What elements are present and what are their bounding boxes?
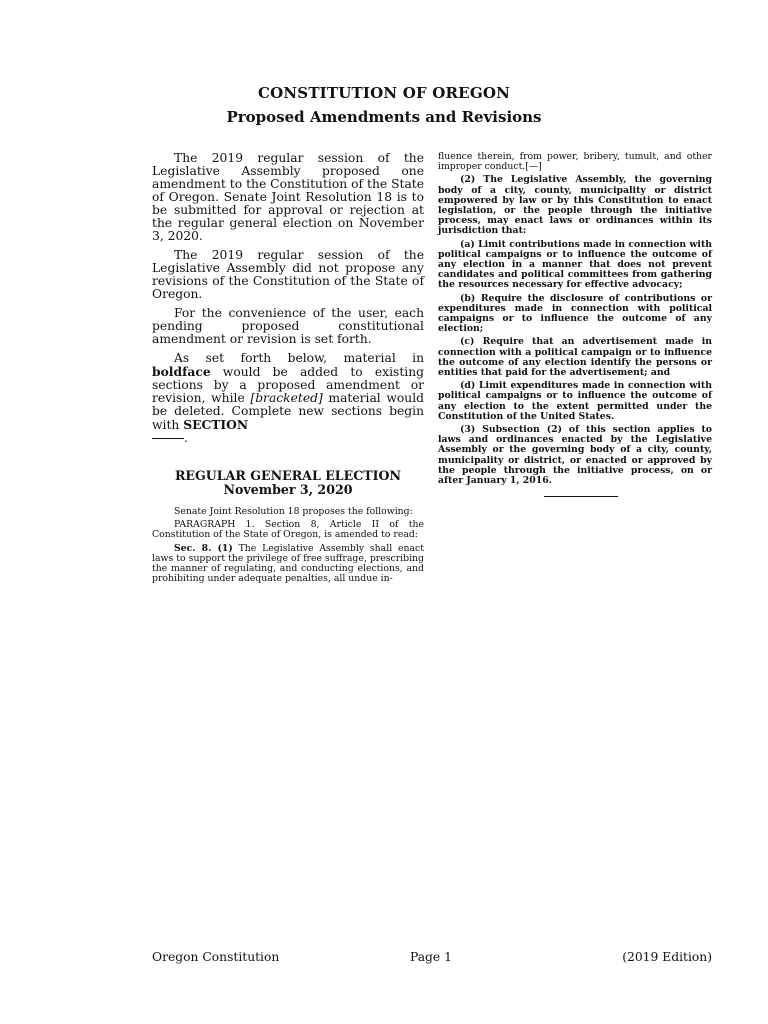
section-word: SECTION [183, 417, 249, 432]
p4-text-3: material would be deleted. Complete new sections begin with [152, 391, 424, 432]
intro-section [152, 152, 424, 445]
election-title: REGULAR GENERAL ELECTION [174, 468, 402, 483]
continued-text: fluence therein, from power, bribery, tumult, and other improper conduct.[—] [438, 151, 712, 173]
page-subtitle: Proposed Amendments and Revisions [226, 108, 542, 126]
section-8-text [152, 544, 424, 585]
right-column [438, 152, 712, 497]
bracketed-word: [bracketed] [250, 391, 323, 405]
end-divider [544, 496, 618, 497]
right-column-text [438, 152, 712, 486]
page-title: CONSTITUTION OF OREGON [257, 84, 511, 102]
left-column [152, 152, 424, 587]
resolution-proposes: Senate Joint Resolution 18 proposes the following: [174, 506, 413, 517]
paragraph-a: (a) Limit contributions made in connection with political campaigns or to influence the outcome of any election in a manner that does not prevent candidates and political committees from gathering the resources necessary for effective advocacy; [438, 238, 712, 291]
subsection-2: (2) The Legislative Assembly, the governing body of a city, county, municipality or district empowered by law or by this Constitution to enact legislation, or the people through the initiative process, may enact laws or ordinances within its jurisdiction that: [438, 174, 712, 237]
footer-document-name: Oregon Constitution [152, 950, 280, 964]
footer-page-number: Page 1 [410, 950, 452, 964]
intro-paragraph-4 [152, 352, 424, 445]
section-8-body: The Legislative Assembly shall enact laws to support the privilege of free suffrage, prescribing the manner of regulating, and conducting elections, and prohibiting under adequate penalties, all undue in- [152, 542, 424, 585]
boldface-word: boldface [152, 364, 211, 379]
resolution-text [152, 507, 424, 584]
election-date: November 3, 2020 [223, 482, 353, 497]
election-heading [152, 469, 424, 497]
footer-edition: (2019 Edition) [622, 950, 712, 964]
intro-paragraph-3: For the convenience of the user, each pending proposed constitutional amendment or revision is set forth. [152, 306, 424, 346]
section-8-label: Sec. 8. (1) [174, 542, 233, 554]
paragraph-c: (c) Require that an advertisement made in connection with a political campaign or to influence the outcome of any election identify the persons or entities that paid for the advertisement; and [438, 336, 712, 379]
subsection-3: (3) Subsection (2) of this section applies to laws and ordinances enacted by the Legislative Assembly or the governing body of a city, county, municipality or district, or enacted or approved by the people through the initiative process, on or after January 1, 2016. [438, 424, 712, 487]
p4-end: . [184, 431, 188, 445]
paragraph-d: (d) Limit expenditures made in connection with political campaigns or to influence the outcome of any election to the extent permitted under the Constitution of the United States. [438, 380, 712, 422]
p4-text-2: would be added to existing sections by a proposed amendment or revision, while [152, 365, 424, 405]
intro-paragraph-2: The 2019 regular session of the Legislative Assembly did not propose any revisions of the Constitution of the State of Oregon. [152, 248, 424, 301]
resolution-paragraph: PARAGRAPH 1. Section 8, Article II of the Constitution of the State of Oregon, is amended to read: [152, 519, 424, 541]
section-underline [152, 438, 184, 439]
p4-text-1: As set forth below, material in [174, 351, 424, 365]
intro-paragraph-1: The 2019 regular session of the Legislative Assembly proposed one amendment to the Constitution of the State of Oregon. Senate Joint Resolution 18 is to be submitted for approval or rejection at the regular general election on November 3, 2020. [152, 151, 424, 243]
paragraph-b: (b) Require the disclosure of contributions or expenditures made in connection with political campaigns or to influence the outcome of any election; [438, 292, 712, 335]
